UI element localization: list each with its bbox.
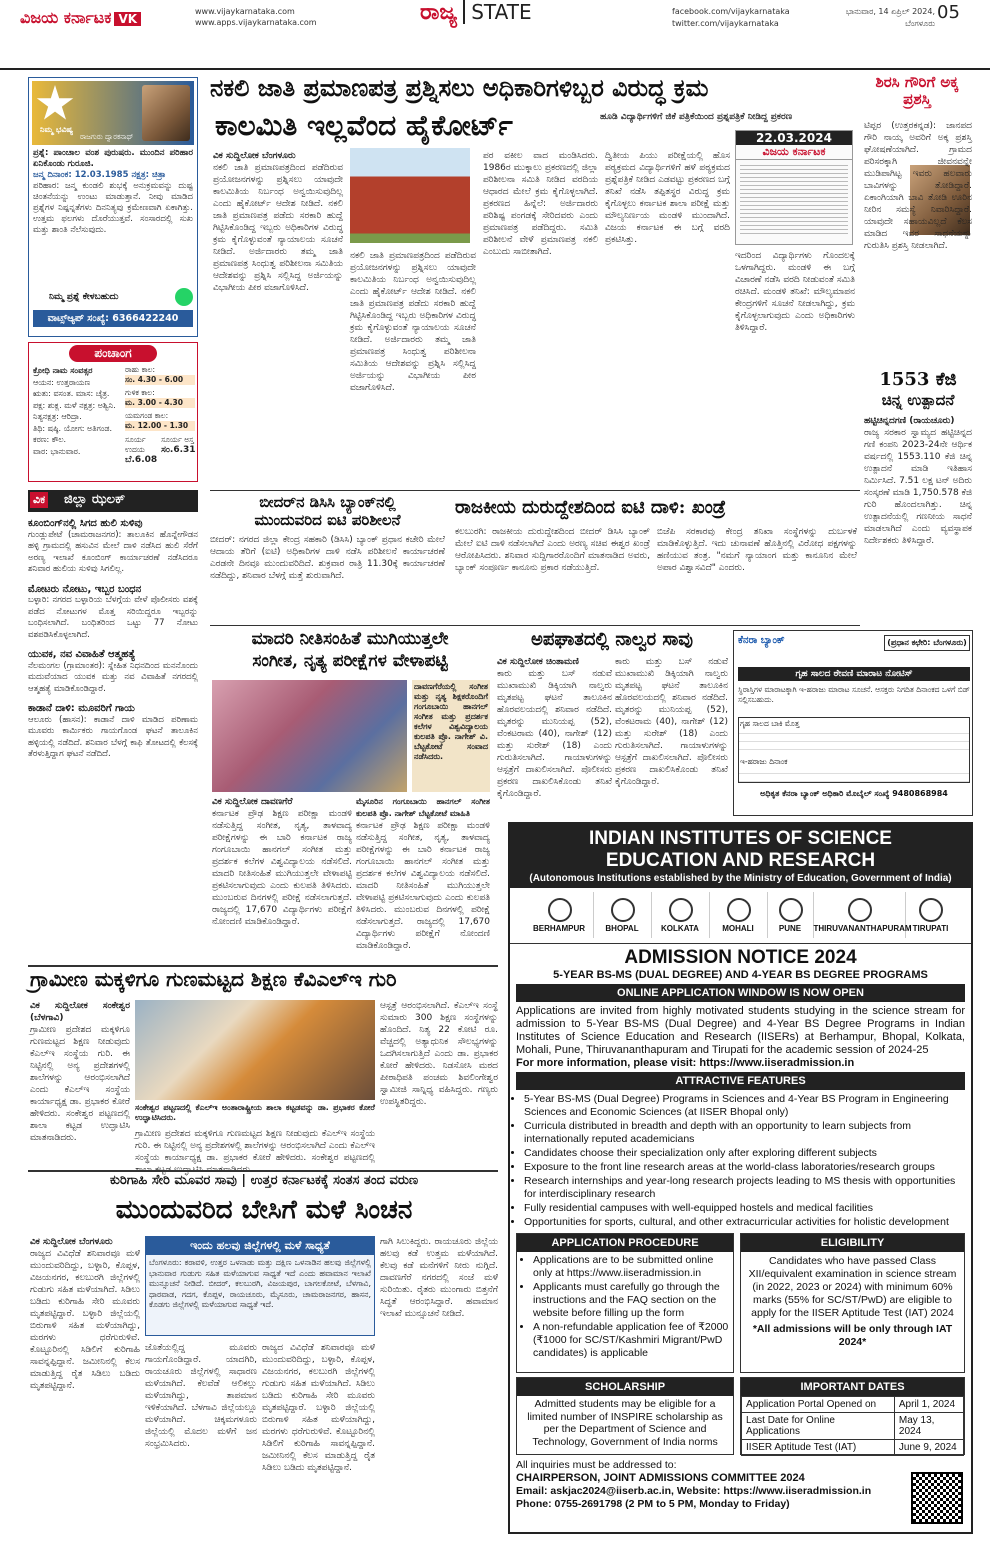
admission-notice: ADMISSION NOTICE 2024 — [624, 947, 857, 968]
campus-logo: PUNE — [768, 892, 814, 938]
procedure-box — [516, 1233, 734, 1373]
eligibility-box — [740, 1233, 965, 1373]
gulika-label: ಗುಳಿಕ ಕಾಲ: — [125, 388, 155, 397]
social-links — [672, 6, 790, 30]
horoscope-header — [32, 81, 194, 145]
district-item-headline: ಮೋಟರು ನೋಟು, ಇಬ್ಬರ ಬಂಧನ — [28, 583, 142, 595]
district-item-body: ಗುಂಡ್ಲುಪೇಟೆ (ಚಾಮರಾಜನಗರ): ತಾಲೂಕಿನ ಹೊನ್ನೇಗೌಡನ ಹಳ್ಳಿ ಗ್ರಾಮದಲ್ಲಿ ಹಸುವಿನ ಮೇಲೆ ದಾಳಿ ನಡೆಸಿದ ಹುಲಿ ಸೆರೆಗೆ ಅರಣ್ಯ ಇಲಾಖೆ ಕೂಂಬಿಂಗ್ ಕಾರ್ಯಾಚರಣೆ ನಡೆಸಿದರೂ ಶನಿವಾರ ಹುಲಿಯ ಸುಳಿವು ಸಿಗಲಿಲ್ಲ. — [28, 529, 198, 574]
feature-item: • Fully residential campuses with well-equipped hostels and medical facilities — [524, 1202, 965, 1215]
website-link[interactable]: www.vijaykarnataka.com — [195, 7, 295, 16]
exam-headline-1: ಮಾದರಿ ನೀತಿಸಂಹಿತೆ ಮುಗಿಯುತ್ತಲೇ — [251, 629, 449, 649]
scholarship-title: SCHOLARSHIP — [517, 1378, 733, 1396]
canara-notice — [733, 630, 973, 816]
notice-row: ಗೃಹ ಸಾಲದ ಬಾಕಿ ಮೊತ್ತ — [739, 718, 969, 730]
eligibility-note: *All admissions will be only through IAT 2024* — [752, 1323, 953, 1348]
feature-item: • Exposure to the front line research areas at the world-class laboratories/research groups — [524, 1161, 965, 1174]
feature-item: • Opportunities for sports, cultural, and other extracurricular activities for holistic development — [524, 1216, 965, 1229]
district-title: ಜಿಲ್ಲಾ ಝಲಕ್ — [64, 492, 126, 507]
bank-logo: ಕೆನರಾ ಬ್ಯಾಂಕ್ — [738, 635, 785, 646]
rahu-label: ರಾಹು ಕಾಲ: — [125, 365, 155, 374]
notice-office: (ಪ್ರಧಾನ ಕಛೇರಿ: ಬೆಂಗಳೂರು) — [884, 635, 970, 651]
district-item-body: ಆಲೂರು (ಹಾಸನ): ಕಾಡಾನೆ ದಾಳಿ ಮಾಡಿದ ಪರಿಣಾಮ ಮೂವರು ಕಾರ್ಮಿಕರು ಗಾಯಗೊಂಡ ಘಟನೆ ತಾಲೂಕಿನ ಹಳ್ಳಿಯಲ್ಲಿ ನಡೆದಿದೆ. ಶನಿವಾರ ಬೆಳಗ್ಗೆ ಕಾಫಿ ತೋಟದಲ್ಲಿ ಕೆಲಸಕ್ಕೆ ತೆರಳುತ್ತಿದ್ದಾಗ ಘಟನೆ ನಡೆದಿದೆ. — [28, 714, 198, 759]
inquiries-phone: Phone: 0755-2691798 (2 PM to 5 PM, Monday to Friday) — [516, 1498, 790, 1510]
district-item — [28, 518, 198, 576]
lead-kicker: ಹೂಡಿ ವಿದ್ಯಾರ್ಥಿಗಳಿಗೆ ಜಿಕೆ ಪತ್ರಿಕೆಯಿಂದ ಪ್ರಶ್ನಪತ್ರಿಕೆ ನೀಡಿದ್ದ ಪ್ರಕರಣ — [600, 112, 793, 122]
kvl-body-1: ಗ್ರಾಮೀಣ ಪ್ರದೇಶದ ಮಕ್ಕಳಿಗೂ ಗುಣಮಟ್ಟದ ಶಿಕ್ಷಣ ನೀಡುವುದು ಕೆಎಲ್‌ಇ ಸಂಸ್ಥೆಯ ಗುರಿ. ಈ ನಿಟ್ಟಿನಲ್ಲಿ ಅನ್ಯ ಪ್ರದೇಶಗಳಲ್ಲಿ ಶಾಲೆಗಳನ್ನು ಆರಂಭಿಸಲಾಗಿದೆ ಎಂದು ಕೆಎಲ್‌ಇ ಸಂಸ್ಥೆಯ ಕಾರ್ಯಾಧ್ಯಕ್ಷ ಡಾ. ಪ್ರಭಾಕರ ಕೋರೆ ಹೇಳಿದರು. ಸಂಕೇಶ್ವರ ಪಟ್ಟಣದಲ್ಲಿ ಶಾಲಾ ಕಟ್ಟಡ ಉದ್ಘಾಟಿಸಿ ಮಾತನಾಡಿದರು. — [30, 1025, 130, 1143]
panchanga-paksha: ಪಕ್ಷ: ಶುಕ್ಲ. ಮಳೆ ನಕ್ಷತ್ರ: ಅಶ್ವಿನಿ. — [33, 400, 116, 410]
gulika-time: ಮ. 3.00 - 4.30 — [125, 398, 195, 408]
twitter-link[interactable]: twitter.com/vijaykarnataka — [672, 19, 779, 28]
high-court-photo — [350, 148, 470, 243]
lead-body-3: ದ್ವಿತೀಯ ಪಿಯು ಪರೀಕ್ಷೆಯಲ್ಲಿ ಹೊಸ ಪಠ್ಯಕ್ರಮದ ವಿದ್ಯಾರ್ಥಿಗಳಿಗೆ ಹಳೆ ಪಠ್ಯಕ್ರಮದ ಪ್ರಶ್ನೆಪತ್ರಿಕೆ ನೀಡಿದ ಎಡವಟ್ಟು ಪ್ರಕರಣದ ಬಗ್ಗೆ ತನಿಖೆ ನಡೆಸಿ ತಪ್ಪಿತಸ್ಥರ ವಿರುದ್ಧ ಕ್ರಮ ಕೈಗೊಳ್ಳಲು ಕರ್ನಾಟಕ ಶಾಲಾ ಪರೀಕ್ಷೆ ಮತ್ತು ಮೌಲ್ಯನಿರ್ಣಯ ಮಂಡಳಿ ಮುಂದಾಗಿದೆ. ವಿಜಯ ಕರ್ನಾಟಕ ಈ ಬಗ್ಗೆ ವರದಿ ಪ್ರಕಟಿಸಿತ್ತು. — [605, 151, 730, 245]
scholarship-text: Admitted students may be eligible for a limited number of INSPIRE scholarship as per the Department of Science and Technology, Government of India norms — [527, 1398, 723, 1448]
campus-logo: TIRUPATI — [906, 892, 956, 938]
district-item — [28, 584, 198, 642]
procedure-item: • Applicants must carefully go through the instructions and the FAQ section on the website before filling up the form — [533, 1281, 729, 1320]
kvl-byline: ವಿಕ ಸುದ್ದಿಲೋಕ ಸಂಕೇಶ್ವರ (ಬೆಳಗಾವಿ) — [30, 1001, 130, 1023]
accident-byline: ವಿಕ ಸುದ್ದಿಲೋಕ ಚಿಂತಾಮಣಿ — [497, 657, 579, 667]
kvl-body-1b: ಗ್ರಾಮೀಣ ಪ್ರದೇಶದ ಮಕ್ಕಳಿಗೂ ಗುಣಮಟ್ಟದ ಶಿಕ್ಷಣ ನೀಡುವುದು ಕೆಎಲ್‌ಇ ಸಂಸ್ಥೆಯ ಗುರಿ. ಈ ನಿಟ್ಟಿನಲ್ಲಿ ಅನ್ಯ ಪ್ರದೇಶಗಳಲ್ಲಿ ಶಾಲೆಗಳನ್ನು ಆರಂಭಿಸಲಾಗಿದೆ ಎಂದು ಕೆಎಲ್‌ಇ ಸಂಸ್ಥೆಯ ಕಾರ್ಯಾಧ್ಯಕ್ಷ ಡಾ. ಪ್ರಭಾಕರ ಕೋರೆ ಹೇಳಿದರು. ಸಂಕೇಶ್ವರ ಪಟ್ಟಣದಲ್ಲಿ ಶಾಲಾ ಕಟ್ಟಡ ಉದ್ಘಾಟಿಸಿ ಮಾತನಾಡಿದರು. — [135, 1129, 375, 1175]
website-links — [195, 6, 317, 28]
horoscope-birth: ಜನ್ಮ ದಿನಾಂಕ: 12.03.1985 ನಕ್ಷತ್ರ: ಚಿತ್ರಾ — [33, 170, 166, 180]
bidar-body: ಬೀದರ್: ನಗರದ ಜಿಲ್ಲಾ ಕೇಂದ್ರ ಸಹಕಾರಿ (ಡಿಸಿಸಿ) ಬ್ಯಾಂಕ್ ಪ್ರಧಾನ ಕಚೇರಿ ಮೇಲೆ ಆದಾಯ ತೆರಿಗೆ (ಐಟಿ) ಅಧಿಕಾರಿಗಳ ದಾಳಿ ನಡೆಸಿ ಪರಿಶೀಲನೆ ಕಾರ್ಯಾಚರಣೆ ಎರಡನೇ ದಿನವೂ ಮುಂದುವರಿದಿದೆ. ಶುಕ್ರವಾರ ರಾತ್ರಿ 11.30ಕ್ಕೆ ಕಾರ್ಯಾಚರಣೆ ನಡೆದಿದ್ದು, ಶನಿವಾರ ಬೆಳಗ್ಗೆ ಮತ್ತೆ ಶುರುವಾಗಿದೆ. — [210, 535, 445, 581]
eligibility-text: Candidates who have passed Class XII/equivalent examination in science stream (in 2022, 2023 or 2024) with minimum 60% marks (55% for SC/ST/PwD) are eligible to apply for the IISER Aptitude Test (IAT) 2024 — [748, 1255, 957, 1319]
iiser-ad — [508, 822, 973, 1534]
accident-body: ಕಾರು ಮತ್ತು ಬಸ್ ನಡುವೆ ಮುಖಾಮುಖಿ ಡಿಕ್ಕಿಯಾಗಿ ನಾಲ್ವರು ಮೃತಪಟ್ಟ ಘಟನೆ ತಾಲೂಕಿನ ಹೊರವಲಯದಲ್ಲಿ ಶನಿವಾರ ನಡೆದಿದೆ. ಮೃತರನ್ನು ಮುನಿಯಪ್ಪ (52), ವೆಂಕಟರಾಮ (40), ನಾಗೇಶ್ (12) ಮತ್ತು ಸುರೇಶ್ (18) ಎಂದು ಗುರುತಿಸಲಾಗಿದೆ. ಗಾಯಾಳುಗಳನ್ನು ಆಸ್ಪತ್ರೆಗೆ ದಾಖಲಿಸಲಾಗಿದೆ. ಪೊಲೀಸರು ಪ್ರಕರಣ ದಾಖಲಿಸಿಕೊಂಡು ತನಿಖೆ ಕೈಗೊಂಡಿದ್ದಾರೆ. — [497, 669, 612, 799]
campus-logo: KOLKATA — [652, 892, 710, 938]
procedure-title: APPLICATION PROCEDURE — [517, 1234, 733, 1252]
sunrise-label: ಸೂರ್ಯ ಉದಯ — [125, 435, 146, 454]
district-item-body: ನೆಲಮಂಗಲ (ಗ್ರಾಮಾಂತರ): ಸ್ನೇಹಿತ ನಿಧನದಿಂದ ಮನನೊಂದು ಮದುವೆಯಾದ ಯುವಕ ಮತ್ತು ನವ ವಿವಾಹಿತೆ ನಗರದಲ್ಲಿ ಆತ್ಮಹತ್ಯೆ ಮಾಡಿಕೊಂಡಿದ್ದಾರೆ. — [28, 660, 198, 694]
yama-label: ಯಮಗಂಡ ಕಾಲ: — [125, 411, 169, 420]
gold-byline: ಹಟ್ಟಿಚಿನ್ನದಗಣಿ (ರಾಯಚೂರು) — [864, 416, 955, 426]
panchanga-title: ಪಂಚಾಂಗ — [69, 345, 157, 362]
kvl-photo — [135, 1000, 375, 1100]
window-open-bar: ONLINE APPLICATION WINDOW IS NOW OPEN — [516, 984, 965, 1002]
features-bar: ATTRACTIVE FEATURES — [516, 1072, 965, 1090]
exam-photo — [212, 680, 407, 792]
procedure-item: • A non-refundable application fee of ₹2000 (₹1000 for SC/ST/Kashmiri Migrant/PwD candidates) is applicable — [533, 1321, 729, 1360]
rain-byline: ವಿಕ ಸುದ್ದಿಲೋಕ ಬೆಂಗಳೂರು — [30, 1237, 113, 1247]
district-item-headline: ಯುವಕ, ನವ ವಿವಾಹಿತೆ ಆತ್ಮಹತ್ಯೆ — [28, 649, 136, 660]
accident-body-2: ಕಾರು ಮತ್ತು ಬಸ್ ನಡುವೆ ಮುಖಾಮುಖಿ ಡಿಕ್ಕಿಯಾಗಿ ನಾಲ್ವರು ಮೃತಪಟ್ಟ ಘಟನೆ ತಾಲೂಕಿನ ಹೊರವಲಯದಲ್ಲಿ ಶನಿವಾರ ನಡೆದಿದೆ. ಮೃತರನ್ನು ಮುನಿಯಪ್ಪ (52), ವೆಂಕಟರಾಮ (40), ನಾಗೇಶ್ (12) ಮತ್ತು ಸುರೇಶ್ (18) ಎಂದು ಗುರುತಿಸಲಾಗಿದೆ. ಗಾಯಾಳುಗಳನ್ನು ಆಸ್ಪತ್ರೆಗೆ ದಾಖಲಿಸಲಾಗಿದೆ. ಪೊಲೀಸರು ಪ್ರಕರಣ ದಾಖಲಿಸಿಕೊಂಡು ತನಿಖೆ ಕೈಗೊಂಡಿದ್ದಾರೆ. — [615, 657, 728, 787]
exam-byline: ವಿಕ ಸುದ್ದಿಲೋಕ ದಾವಣಗೆರೆ — [212, 797, 293, 807]
rain-kicker: ಕುರಿಗಾಹಿ ಸೇರಿ ಮೂವರ ಸಾವು | ಉತ್ತರ ಕರ್ನಾಟಕಕ್ಕೆ ಸಂತಸ ತಂದ ವರುಣ — [109, 1173, 419, 1188]
district-item-headline: ಕೂಂಬಿಂಗ್‌ನಲ್ಲಿ ಸಿಗದ ಹುಲಿ ಸುಳಿವು — [28, 518, 143, 529]
notice-row: ಇ-ಹರಾಜು ದಿನಾಂಕ — [739, 756, 969, 768]
panchanga-box — [28, 342, 198, 482]
panchanga-vara: ವಾರ: ಭಾನುವಾರ. — [33, 446, 81, 456]
horoscope-contact: ನಿಮ್ಮ ಪ್ರಶ್ನೆ ಕೇಳಬಹುದು — [49, 292, 119, 302]
inquiries-address: CHAIRPERSON, JOINT ADMISSIONS COMMITTEE 2024 — [516, 1472, 805, 1484]
features-list — [510, 1093, 971, 1229]
horoscope-question: ಪ್ರಶ್ನೆ: ಪಾಂಚಾಲ ವಂಶ ಪುರುಷರು. ಮುಂದಿನ ಪರಿಹಾರ ಏನಿಕೊಂಡು ಗುರೂಜಿ. — [33, 148, 193, 169]
lead-body-1: ನಕಲಿ ಜಾತಿ ಪ್ರಮಾಣಪತ್ರದಿಂದ ಪಡೆದಿರುವ ಪ್ರಯೋಜನಗಳನ್ನು ಪ್ರಶ್ನಿಸಲು ಯಾವುದೇ ಕಾಲಮಿತಿಯ ನಿರ್ಬಂಧ ಅನ್ವಯಿಸುವುದಿಲ್ಲ ಎಂದು ಹೈಕೋರ್ಟ್ ಆದೇಶ ನೀಡಿದೆ. ನಕಲಿ ಜಾತಿ ಪ್ರಮಾಣಪತ್ರ ಪಡೆದು ಸರಕಾರಿ ಹುದ್ದೆ ಗಿಟ್ಟಿಸಿಕೊಂಡಿದ್ದ ಇಬ್ಬರು ಅಧಿಕಾರಿಗಳ ವಿರುದ್ಧ ಕ್ರಮ ಕೈಗೊಳ್ಳುವಂತೆ ನ್ಯಾಯಾಲಯ ಸೂಚನೆ ನೀಡಿದೆ. ಅರ್ಜಿದಾರರು ತಮ್ಮ ಜಾತಿ ಪ್ರಮಾಣಪತ್ರ ಸಿಂಧುತ್ವ ಪರಿಶೀಲನಾ ಸಮಿತಿಯ ಆದೇಶವನ್ನು ಪ್ರಶ್ನಿಸಿ ಸಲ್ಲಿಸಿದ್ದ ಅರ್ಜಿಯನ್ನು ವಿಭಾಗೀಯ ಪೀಠ ವಜಾಗೊಳಿಸಿದೆ. — [213, 163, 343, 293]
iiser-title-1: INDIAN INSTITUTES OF SCIENCE — [589, 828, 892, 849]
iiser-logos — [510, 888, 971, 944]
dates-title: IMPORTANT DATES — [741, 1378, 964, 1396]
notice-contact: ಅಧಿಕೃತ ಕೆನರಾ ಬ್ಯಾಂಕ್ ಅಧಿಕಾರಿ ಮೊಬೈಲ್ ಸಂಖ್ಯೆ 9480868984 — [760, 789, 948, 798]
iiser-title-2: EDUCATION AND RESEARCH — [605, 850, 876, 871]
rain-box-body: ಬೆಂಗಳೂರು: ಕರಾವಳಿ, ಉತ್ತರ ಒಳನಾಡು ಮತ್ತು ದಕ್ಷಿಣ ಒಳನಾಡಿನ ಹಲವು ಜಿಲ್ಲೆಗಳಲ್ಲಿ ಭಾನುವಾರ ಗುಡುಗು ಸಹಿತ ಮಳೆಯಾಗುವ ಸಾಧ್ಯತೆ ಇದೆ ಎಂದು ಹವಾಮಾನ ಇಲಾಖೆ ಮುನ್ಸೂಚನೆ ನೀಡಿದೆ. ಬೀದರ್, ಕಲಬುರಗಿ, ವಿಜಯಪುರ, ಬಾಗಲಕೋಟೆ, ಬೆಳಗಾವಿ, ಧಾರವಾಡ, ಗದಗ, ಕೊಪ್ಪಳ, ರಾಯಚೂರು, ಮೈಸೂರು, ಚಾಮರಾಜನಗರ, ಹಾಸನ, ಕೊಡಗು ಜಿಲ್ಲೆಗಳಲ್ಲಿ ಮಳೆಯಾಗುವ ಸಾಧ್ಯತೆ ಇದೆ. — [149, 1258, 371, 1309]
rain-body-3: ಗಾಗಿ ಸಿಲುಕಿದ್ದರು. ರಾಯಚೂರು ಜಿಲ್ಲೆಯ ಹಲವು ಕಡೆ ಉತ್ತಮ ಮಳೆಯಾಗಿದೆ. ಕೆಲವು ಕಡೆ ಮನೆಗಳಿಗೆ ನೀರು ನುಗ್ಗಿದೆ. ದಾವಣಗೆರೆ ನಗರದಲ್ಲಿ ಸಂಜೆ ಮಳೆ ಸುರಿಯಿತು. ರೈತರು ಮುಂಗಾರು ಬಿತ್ತನೆಗೆ ಸಿದ್ಧತೆ ಆರಂಭಿಸಿದ್ದಾರೆ. ಹವಾಮಾನ ಇಲಾಖೆ ಮುನ್ಸೂಚನೆ ನೀಡಿದೆ. — [380, 1237, 498, 1319]
programs-line: 5-YEAR BS-MS (DUAL DEGREE) AND 4-YEAR BS DEGREE PROGRAMS — [553, 969, 928, 981]
iiser-subtitle: (Autonomous Institutions established by the Ministry of Education, Government of India) — [529, 873, 952, 884]
campus-logo: BERHAMPUR — [526, 892, 594, 938]
district-item-body: ಬಳ್ಳಾರಿ: ನಗರದ ಬಳ್ಳಾರಿಯ ಬೆಳಗ್ಗೆಯ ವೇಳೆ ಪೊಲೀಸರು ವಶಕ್ಕೆ ಪಡೆದ ನೋಟುಗಳ ಮೊತ್ತ ಸರಿಯಿದ್ದರೂ ಇಬ್ಬರನ್ನು ಬಂಧಿಸಲಾಗಿದೆ. ಬಂಧಿತರಿಂದ ಒಟ್ಟು 77 ನೋಟು ವಶಪಡಿಸಿಕೊಳ್ಳಲಾಗಿದೆ. — [28, 595, 198, 640]
khandre-body-1: ಕಲಬುರಗಿ: ರಾಜಕೀಯ ದುರುದ್ದೇಶದಿಂದ ಬೀದರ್ ಡಿಸಿಸಿ ಬ್ಯಾಂಕ್ ಮೇಲೆ ಐಟಿ ದಾಳಿ ನಡೆಸಲಾಗಿದೆ ಎಂದು ಅರಣ್ಯ ಸಚಿವ ಈಶ್ವರ ಖಂಡ್ರೆ ಆರೋಪಿಸಿದರು. ಶನಿವಾರ ಸುದ್ದಿಗಾರರೊಂದಿಗೆ ಮಾತನಾಡಿದ ಅವರು, ಬ್ಯಾಂಕ್ ಸಂಪೂರ್ಣ ಕಾನೂನು ಪ್ರಕಾರ ನಡೆಯುತ್ತಿದೆ. — [455, 527, 650, 573]
page-number: 05 — [937, 2, 960, 23]
scholarship-box — [516, 1377, 734, 1455]
bidar-headline-1: ಬೀದರ್‌ನ ಡಿಸಿಸಿ ಬ್ಯಾಂಕ್‌ನಲ್ಲಿ — [259, 493, 396, 511]
gold-body: ರಾಜ್ಯ ಸರಕಾರ ಸ್ವಾಮ್ಯದ ಹಟ್ಟಿಚಿನ್ನದ ಗಣಿ ಕಂಪನಿ 2023-24ನೇ ಆರ್ಥಿಕ ವರ್ಷದಲ್ಲಿ 1553.110 ಕೆಜಿ ಚಿನ್ನ ಉತ್ಪಾದನೆ ಮಾಡಿ ಇತಿಹಾಸ ನಿರ್ಮಿಸಿದೆ. 7.51 ಲಕ್ಷ ಟನ್ ಅದಿರು ಸಂಸ್ಕರಣೆ ಮಾಡಿ 1,750.578 ಕೆಜಿ ಗುರಿ ಹೊಂದಲಾಗಿತ್ತು. ಚಿನ್ನ ಉತ್ಪಾದನೆಯಲ್ಲಿ ಗಣನೀಯ ಸಾಧನೆ ಮಾಡಲಾಗಿದೆ ಎಂದು ವ್ಯವಸ್ಥಾಪಕ ನಿರ್ದೇಶಕರು ತಿಳಿಸಿದ್ದಾರೆ. — [864, 428, 972, 546]
campus-logo: THIRUVANANTHAPURAM — [814, 892, 906, 938]
rain-body-2b: ರಾಜ್ಯದ ವಿವಿಧೆಡೆ ಶನಿವಾರವೂ ಮಳೆ ಮುಂದುವರಿದಿದ್ದು, ಬಳ್ಳಾರಿ, ಕೊಪ್ಪಳ, ವಿಜಯನಗರ, ಕಲಬುರಗಿ ಜಿಲ್ಲೆಗಳಲ್ಲಿ ಗುಡುಗು ಸಹಿತ ಮಳೆಯಾಗಿದೆ. ಸಿಡಿಲು ಬಡಿದು ಕುರಿಗಾಹಿ ಸೇರಿ ಮೂವರು ಮೃತಪಟ್ಟಿದ್ದಾರೆ. ಬಳ್ಳಾರಿ ಜಿಲ್ಲೆಯಲ್ಲಿ ಬಿರುಗಾಳಿ ಸಹಿತ ಮಳೆಯಾಗಿದ್ದು, ಮರಗಳು ಧರೆಗುರುಳಿವೆ. ಕೊಟ್ಟೂರಿನಲ್ಲಿ ಸಿಡಿಲಿಗೆ ಕುರಿಗಾಹಿ ಸಾವನ್ನಪ್ಪಿದ್ದಾನೆ. ಜಮೀನಿನಲ್ಲಿ ಕೆಲಸ ಮಾಡುತ್ತಿದ್ದ ರೈತ ಸಿಡಿಲು ಬಡಿದು ಮೃತಪಟ್ಟಿದ್ದಾನೆ. — [262, 1343, 375, 1473]
yama-time: ಮ. 12.00 - 1.30 — [125, 421, 195, 431]
notice-body: ಸ್ಥಿರಾಸ್ತಿಗಳ ಮಾರಾಟಕ್ಕಾಗಿ ಇ-ಹರಾಜು ಮಾರಾಟ ಸೂಚನೆ. ಆಸಕ್ತರು ನಿಗದಿತ ದಿನಾಂಕದ ಒಳಗೆ ಬಿಡ್ ಸಲ್ಲಿಸಬಹುದು. — [738, 685, 970, 704]
kvl-headline: ಗ್ರಾಮೀಣ ಮಕ್ಕಳಿಗೂ ಗುಣಮಟ್ಟದ ಶಿಕ್ಷಣ ಕೆವಿಎಲ್‌ಇ ಗುರಿ — [30, 967, 397, 991]
inquiries-label: All inquiries must be addressed to: — [516, 1459, 677, 1471]
horoscope-title: ನಿಮ್ಮ ಭವಿಷ್ಯ — [40, 125, 74, 134]
lead-headline-1: ನಕಲಿ ಜಾತಿ ಪ್ರಮಾಣಪತ್ರ ಪ್ರಶ್ನಿಸಲು ಅಧಿಕಾರಿಗಳಿಬ್ಬರ ವಿರುದ್ಧ ಕ್ರಮ — [210, 73, 709, 102]
date-row: Last Date for Online Applications May 13, 2024 — [742, 1413, 964, 1440]
khandre-body-2: ಬಿಜೆಪಿ ಸರಕಾರವು ಕೇಂದ್ರ ತನಿಖಾ ಸಂಸ್ಥೆಗಳನ್ನು ದುರ್ಬಳಕೆ ಮಾಡಿಕೊಳ್ಳುತ್ತಿದೆ. ಇದು ಚುನಾವಣೆ ಹೊತ್ತಿನಲ್ಲಿ ವಿರೋಧ ಪಕ್ಷಗಳನ್ನು ಹಣಿಯುವ ತಂತ್ರ. "ನಮಗೆ ನ್ಯಾಯಾಂಗ ಮತ್ತು ಕಾನೂನಿನ ಮೇಲೆ ಅಪಾರ ವಿಶ್ವಾಸವಿದೆ" ಎಂದರು. — [657, 527, 857, 573]
feature-item: • Research internships and year-long research projects leading to MS thesis with opportunities for interdisciplinary research — [524, 1175, 965, 1201]
lead-byline: ವಿಕ ಸುದ್ದಿಲೋಕ ಬೆಂಗಳೂರು — [213, 151, 296, 161]
district-badge: ವಿಕ — [30, 492, 48, 508]
section-title: ರಾಜ್ಯ STATE — [420, 0, 532, 25]
kvl-caption: ಸಂಕೇಶ್ವರ ಪಟ್ಟಣದಲ್ಲಿ ಕೆಎಲ್‌ಇ ಅಂತಾರಾಷ್ಟ್ರೀಯ ಶಾಲಾ ಕಟ್ಟಡವನ್ನು ಡಾ. ಪ್ರಭಾಕರ ಕೋರೆ ಉದ್ಘಾಟಿಸಿದರು. — [135, 1103, 375, 1122]
district-item — [28, 649, 198, 695]
district-item-headline: ಕಾಡಾನೆ ದಾಳಿ: ಮೂವರಿಗೆ ಗಾಯ — [28, 703, 135, 714]
gold-headline-1: 1553 ಕೆಜಿ — [879, 369, 957, 390]
lead-headline-2: ಕಾಲಮಿತಿ ಇಲ್ಲವೆಂದ ಹೈಕೋರ್ಟ್ — [215, 109, 513, 142]
astrologer-photo — [142, 85, 190, 141]
whatsapp-icon — [175, 288, 193, 306]
iiser-intro: Applications are invited from highly motivated students studying in the science stream for admission to 5-Year BS-MS (Dual Degree) and 4-Year BS Degree Programs in Indian Institutes of Science Education and Research (IISERs) at Berhampur, Bhopal, Kolkata, Mohali, Pune, Thiruvananthapuram and Tirupati for the academic session of 2024-25 — [516, 1005, 965, 1056]
panchanga-ritu: ಋತು: ವಸಂತ. ಮಾಸ: ಚೈತ್ರ. — [33, 389, 110, 398]
campus-logo: BHOPAL — [594, 892, 652, 938]
feature-item: • 5-Year BS-MS (Dual Degree) Programs in Sciences and 4-Year BS Program in Engineering Sciences and Economic Sciences (at IISER Bhopal only) — [524, 1093, 965, 1119]
district-item — [28, 703, 198, 761]
lead-body-4: ಇದರಿಂದ ವಿದ್ಯಾರ್ಥಿಗಳು ಗೊಂದಲಕ್ಕೆ ಒಳಗಾಗಿದ್ದರು. ಮಂಡಳಿ ಈ ಬಗ್ಗೆ ವಿಚಾರಣೆ ನಡೆಸಿ ವರದಿ ನೀಡುವಂತೆ ಸಮಿತಿ ರಚಿಸಿದೆ. ಮಂಡಳಿ ತನಿಖೆ: ಮೌಲ್ಯಮಾಪನ ಕೇಂದ್ರಗಳಿಗೆ ಸೂಚನೆ ನೀಡಲಾಗಿದ್ದು, ಕ್ರಮ ಕೈಗೊಳ್ಳಲಾಗುವುದು ಎಂದು ಅಧಿಕಾರಿಗಳು ತಿಳಿಸಿದ್ದಾರೆ. — [735, 251, 855, 333]
panchanga-ayana: ಆಯನ: ಉತ್ತರಾಯಣ — [33, 377, 91, 387]
newspaper-logo: ವಿಜಯ ಕರ್ನಾಟಕ VK — [20, 8, 190, 30]
rain-body-2: ಜೊತೆಯಲ್ಲಿದ್ದ ಮೂವರು ಗಾಯಗೊಂಡಿದ್ದಾರೆ. ಯಾದಗಿರಿ, ರಾಯಚೂರು ಜಿಲ್ಲೆಗಳಲ್ಲಿ ಸಾಧಾರಣ ಮಳೆಯಾಗಿದೆ. ಕೆಲವೆಡೆ ಆಲಿಕಲ್ಲು ಮಳೆಯಾಗಿದ್ದು, ತಾಪಮಾನ ಇಳಿಕೆಯಾಗಿದೆ. ಬೆಳಗಾವಿ ಜಿಲ್ಲೆಯಲ್ಲೂ ಮಳೆಯಾಗಿದೆ. ಚಿಕ್ಕಮಗಳೂರು ಜಿಲ್ಲೆಯಲ್ಲಿ ಮೊದಲ ಮಳೆಗೆ ಜನ ಸಂಭ್ರಮಿಸಿದರು. — [145, 1343, 257, 1449]
lead-body-1b: ನಕಲಿ ಜಾತಿ ಪ್ರಮಾಣಪತ್ರದಿಂದ ಪಡೆದಿರುವ ಪ್ರಯೋಜನಗಳನ್ನು ಪ್ರಶ್ನಿಸಲು ಯಾವುದೇ ಕಾಲಮಿತಿಯ ನಿರ್ಬಂಧ ಅನ್ವಯಿಸುವುದಿಲ್ಲ ಎಂದು ಹೈಕೋರ್ಟ್ ಆದೇಶ ನೀಡಿದೆ. ನಕಲಿ ಜಾತಿ ಪ್ರಮಾಣಪತ್ರ ಪಡೆದು ಸರಕಾರಿ ಹುದ್ದೆ ಗಿಟ್ಟಿಸಿಕೊಂಡಿದ್ದ ಇಬ್ಬರು ಅಧಿಕಾರಿಗಳ ವಿರುದ್ಧ ಕ್ರಮ ಕೈಗೊಳ್ಳುವಂತೆ ನ್ಯಾಯಾಲಯ ಸೂಚನೆ ನೀಡಿದೆ. ಅರ್ಜಿದಾರರು ತಮ್ಮ ಜಾತಿ ಪ್ರಮಾಣಪತ್ರ ಸಿಂಧುತ್ವ ಪರಿಶೀಲನಾ ಸಮಿತಿಯ ಆದೇಶವನ್ನು ಪ್ರಶ್ನಿಸಿ ಸಲ್ಲಿಸಿದ್ದ ಅರ್ಜಿಯನ್ನು ವಿಭಾಗೀಯ ಪೀಠ ವಜಾಗೊಳಿಸಿದೆ. — [350, 251, 476, 393]
date-row: Application Portal Opened on April 1, 2024 — [742, 1397, 964, 1413]
horoscope-answer: ಪರಿಹಾರ: ಜನ್ಮ ಕುಂಡಲಿ ಶುಭಕ್ಕೆ ಅನುಕ್ರಮವನ್ನು ದುಷ್ಟ ಚಿಂತನೆಯನ್ನು ಉಂಟು ಮಾಡುತ್ತಾನೆ. ನೀವು ಮಾಡಿದ ಪ್ರಶ್ನೆಗಳ ನಿಷ್ಪನ್ನತೆಗಳು ದಿನನಿತ್ಯವು ಕ್ರಮೇಣವಾಗಿ ಏಕಾಗಿತ್ತು. ಉತ್ತಮ ಫಲಗಳು ದೊರೆಯುತ್ತವೆ. ಸಂಸಾರದಲ್ಲಿ ಸುಖ ಮತ್ತು ಶಾಂತಿ ನೆಲೆಸುವುದು. — [33, 181, 193, 235]
notice-table — [738, 717, 970, 783]
eligibility-title: ELIGIBILITY — [741, 1234, 964, 1252]
feature-item: • Curricula distributed in breadth and depth with an opportunity to learn subjects from internationally reputed academicians — [524, 1120, 965, 1146]
facebook-link[interactable]: facebook.com/vijaykarnataka — [672, 7, 790, 16]
clip-date: 22.03.2024 — [736, 131, 852, 145]
dateline: ಭಾನುವಾರ, 14 ಏಪ್ರಿಲ್ 2024, ಬೆಂಗಳೂರು — [845, 7, 935, 28]
sunset-time: ಸಂ.6.31 — [161, 445, 196, 455]
newspaper-clip — [735, 130, 853, 245]
astrologer-name: ರಾಜಗುರು ದ್ವಾರಕನಾಥ್ — [80, 133, 134, 141]
inquiries-email[interactable]: Email: askjac2024@iiserb.ac.in, Website: https://www.iiseradmission.in — [516, 1485, 872, 1497]
sirsi-body: ಟಿಪ್ಪರ (ಉತ್ತರಕನ್ನಡ): ಜಾನಪದ ಗೌರಿ ನಾಯ್ಕ ಅವರಿಗೆ ಅಕ್ಕ ಪ್ರಶಸ್ತಿ ಘೋಷಣೆಯಾಗಿದೆ. ಗ್ರಾಮದ ಪರಿಸರಕ್ಕಾಗಿ ಜೀವನವನ್ನೇ ಮುಡಿಪಾಗಿಟ್ಟ ಇವರು ಹಲವಾರು ಬಾವಿಗಳನ್ನು ತೋಡಿದ್ದಾರೆ. ಏಕಾಂಗಿಯಾಗಿ ಬಾವಿ ತೋಡಿ ಊರಿನ ನೀರಿನ ಸಮಸ್ಯೆ ನಿವಾರಿಸಿದ್ದಾರೆ. ಯಾವುದೇ ಸಹಾಯವಿಲ್ಲದೆ ಕೆಲಸ ಮಾಡಿದ ಇವರ ಸಾಧನೆಯನ್ನು ಗುರುತಿಸಿ ಪ್ರಶಸ್ತಿ ನೀಡಲಾಗಿದೆ. — [864, 121, 972, 251]
iiser-info[interactable]: For more information, please visit: https://www.iiseradmission.in — [516, 1057, 855, 1069]
exam-caption: ದಾವಣಗೆರೆಯಲ್ಲಿ ಸಂಗೀತ ಮತ್ತು ನೃತ್ಯ ಶಿಕ್ಷಕರೊಂದಿಗೆ ಗಂಗೂಬಾಯಿ ಹಾನಗಲ್ ಸಂಗೀತ ಮತ್ತು ಪ್ರದರ್ಶಕ ಕಲೆಗಳ ವಿಶ್ವವಿದ್ಯಾಲಯ ಕುಲಪತಿ ಪ್ರೊ. ನಾಗೇಶ್ ವಿ. ಬೆಟ್ಟಕೋಟೆ ಸಂವಾದ ನಡೆಸಿದರು. — [412, 680, 490, 792]
whatsapp-number[interactable]: ವಾಟ್ಸ್ಆ್ಯಪ್ ಸಂಖ್ಯೆ: 6366422240 — [33, 310, 193, 327]
lead-body-2: ಪರ ವಕೀಲ ವಾದ ಮಂಡಿಸಿದರು. 1986ರ ಮುಕ್ಕಾಲು ಪ್ರಕರಣದಲ್ಲಿ ಜಿಲ್ಲಾ ಪರಿಶೀಲನಾ ಸಮಿತಿ ನೀಡಿದ ವರದಿಯ ಆಧಾರದ ಮೇಲೆ ಕ್ರಮ ಕೈಗೊಳ್ಳಲಾಗಿದೆ. ಪ್ರಕರಣದ ಹಿನ್ನೆಲೆ: ಅರ್ಜಿದಾರರು ಪರಿಶಿಷ್ಟ ಪಂಗಡಕ್ಕೆ ಸೇರಿದವರು ಎಂದು ಪ್ರಮಾಣಪತ್ರ ಪಡೆದಿದ್ದರು. ಸಮಿತಿ ಪರಿಶೀಲನೆ ವೇಳೆ ಪ್ರಮಾಣಪತ್ರ ನಕಲಿ ಎಂಬುದು ಸಾಬೀತಾಗಿದೆ. — [483, 151, 598, 257]
panchanga-nakshatra: ನಿತ್ಯನಕ್ಷತ್ರ: ಆರಿದ್ರಾ. — [33, 412, 82, 421]
khandre-headline: ರಾಜಕೀಯ ದುರುದ್ದೇಶದಿಂದ ಐಟಿ ದಾಳಿ: ಖಂಡ್ರೆ — [455, 497, 726, 518]
exam-body: ಕರ್ನಾಟಕ ಪ್ರೌಢ ಶಿಕ್ಷಣ ಪರೀಕ್ಷಾ ಮಂಡಳಿ ನಡೆಸುತ್ತಿದ್ದ ಸಂಗೀತ, ನೃತ್ಯ, ತಾಳವಾದ್ಯ ಪರೀಕ್ಷೆಗಳನ್ನು ಈ ಬಾರಿ ಕರ್ನಾಟಕ ರಾಜ್ಯ ಗಂಗೂಬಾಯಿ ಹಾನಗಲ್ ಸಂಗೀತ ಮತ್ತು ಪ್ರದರ್ಶಕ ಕಲೆಗಳ ವಿಶ್ವವಿದ್ಯಾಲಯ ನಡೆಸಲಿದೆ. ಮಾದರಿ ನೀತಿಸಂಹಿತೆ ಮುಗಿಯುತ್ತಲೇ ವೇಳಾಪಟ್ಟಿ ಪ್ರಕಟಿಸಲಾಗುವುದು ಎಂದು ಕುಲಪತಿ ತಿಳಿಸಿದರು. ಮುಂಬರುವ ದಿನಗಳಲ್ಲಿ ಪರೀಕ್ಷೆ ನಡೆಸಲಾಗುತ್ತದೆ. ರಾಜ್ಯದಲ್ಲಿ 17,670 ವಿದ್ಯಾರ್ಥಿಗಳು ಪರೀಕ್ಷೆಗೆ ನೋಂದಣಿ ಮಾಡಿಕೊಂಡಿದ್ದಾರೆ. — [212, 809, 352, 927]
dates-box — [740, 1377, 965, 1455]
qr-code-icon[interactable] — [911, 1472, 963, 1524]
campus-logo: MOHALI — [710, 892, 768, 938]
feature-item: • Candidates choose their specialization only after exploring different subjects — [524, 1147, 965, 1160]
sirsi-headline: ಶಿರಸಿ ಗೌರಿಗೆ ಅಕ್ಕ ಪ್ರಶಸ್ತಿ — [875, 73, 959, 109]
accident-headline: ಅಪಘಾತದಲ್ಲಿ ನಾಲ್ವರ ಸಾವು — [531, 629, 693, 650]
procedure-item: • Applications are to be submitted online only at https://www.iiseradmission.in — [533, 1254, 729, 1280]
panchanga-samvatsara: ಕ್ರೋಧಿ ನಾಮ ಸಂವತ್ಸರ — [33, 366, 93, 375]
sunrise-time: ಬೆ.6.08 — [125, 455, 158, 465]
sunset-label: ಸೂರ್ಯ ಅಸ್ತ — [161, 435, 194, 444]
panchanga-karana: ಕರಣ: ಕೌಲ. — [33, 435, 67, 444]
horoscope-box — [28, 77, 198, 337]
exam-note: ಮೈಸೂರಿನ ಗಂಗೂಬಾಯಿ ಹಾನಗಲ್ ಸಂಗೀತ ಕುಲಪತಿ ಪ್ರೊ. ನಾಗೇಶ್ ಬೆಟ್ಟಕೋಟೆ ಮಾಹಿತಿ — [356, 797, 490, 818]
exam-headline-2: ಸಂಗೀತ, ನೃತ್ಯ ಪರೀಕ್ಷೆಗಳ ವೇಳಾಪಟ್ಟಿ — [252, 651, 448, 671]
rain-body-1: ರಾಜ್ಯದ ವಿವಿಧೆಡೆ ಶನಿವಾರವೂ ಮಳೆ ಮುಂದುವರಿದಿದ್ದು, ಬಳ್ಳಾರಿ, ಕೊಪ್ಪಳ, ವಿಜಯನಗರ, ಕಲಬುರಗಿ ಜಿಲ್ಲೆಗಳಲ್ಲಿ ಗುಡುಗು ಸಹಿತ ಮಳೆಯಾಗಿದೆ. ಸಿಡಿಲು ಬಡಿದು ಕುರಿಗಾಹಿ ಸೇರಿ ಮೂವರು ಮೃತಪಟ್ಟಿದ್ದಾರೆ. ಬಳ್ಳಾರಿ ಜಿಲ್ಲೆಯಲ್ಲಿ ಬಿರುಗಾಳಿ ಸಹಿತ ಮಳೆಯಾಗಿದ್ದು, ಮರಗಳು ಧರೆಗುರುಳಿವೆ. ಕೊಟ್ಟೂರಿನಲ್ಲಿ ಸಿಡಿಲಿಗೆ ಕುರಿಗಾಹಿ ಸಾವನ್ನಪ್ಪಿದ್ದಾನೆ. ಜಮೀನಿನಲ್ಲಿ ಕೆಲಸ ಮಾಡುತ್ತಿದ್ದ ರೈತ ಸಿಡಿಲು ಬಡಿದು ಮೃತಪಟ್ಟಿದ್ದಾನೆ. — [30, 1249, 140, 1391]
rain-box-title: ಇಂದು ಹಲವು ಜಿಲ್ಲೆಗಳಲ್ಲಿ ಮಳೆ ಸಾಧ್ಯತೆ — [146, 1237, 374, 1255]
rain-forecast-box — [145, 1236, 375, 1336]
rain-headline: ಮುಂದುವರಿದ ಬೇಸಿಗೆ ಮಳೆ ಸಿಂಚನ — [115, 1195, 413, 1225]
date-row: IISER Aptitude Test (IAT) June 9, 2024 — [742, 1440, 964, 1456]
dates-table — [741, 1396, 964, 1456]
notice-title: ಗೃಹ ಸಾಲದ ಠೇವಣಿ ಮಾರಾಟ ನೋಟಿಸ್ — [738, 667, 970, 681]
rahu-time: ಸಂ. 4.30 - 6.00 — [125, 375, 195, 385]
exam-body-cont: ಕರ್ನಾಟಕ ಪ್ರೌಢ ಶಿಕ್ಷಣ ಪರೀಕ್ಷಾ ಮಂಡಳಿ ನಡೆಸುತ್ತಿದ್ದ ಸಂಗೀತ, ನೃತ್ಯ, ತಾಳವಾದ್ಯ ಪರೀಕ್ಷೆಗಳನ್ನು ಈ ಬಾರಿ ಕರ್ನಾಟಕ ರಾಜ್ಯ ಗಂಗೂಬಾಯಿ ಹಾನಗಲ್ ಸಂಗೀತ ಮತ್ತು ಪ್ರದರ್ಶಕ ಕಲೆಗಳ ವಿಶ್ವವಿದ್ಯಾಲಯ ನಡೆಸಲಿದೆ. ಮಾದರಿ ನೀತಿಸಂಹಿತೆ ಮುಗಿಯುತ್ತಲೇ ವೇಳಾಪಟ್ಟಿ ಪ್ರಕಟಿಸಲಾಗುವುದು ಎಂದು ಕುಲಪತಿ ತಿಳಿಸಿದರು. ಮುಂಬರುವ ದಿನಗಳಲ್ಲಿ ಪರೀಕ್ಷೆ ನಡೆಸಲಾಗುತ್ತದೆ. ರಾಜ್ಯದಲ್ಲಿ 17,670 ವಿದ್ಯಾರ್ಥಿಗಳು ಪರೀಕ್ಷೆಗೆ ನೋಂದಣಿ ಮಾಡಿಕೊಂಡಿದ್ದಾರೆ. — [356, 821, 490, 951]
star-icon — [36, 85, 74, 123]
district-header — [28, 490, 198, 512]
gold-headline-2: ಚಿನ್ನ ಉತ್ಪಾದನೆ — [881, 391, 955, 409]
masthead — [0, 0, 990, 70]
apps-link[interactable]: www.apps.vijaykarnataka.com — [195, 18, 317, 27]
bidar-headline-2: ಮುಂದುವರಿದ ಐಟಿ ಪರಿಶೀಲನೆ — [254, 511, 401, 529]
kvl-body-2: ಆಸ್ಪತ್ರೆ ಆರಂಭಿಸಲಾಗಿದೆ. ಕೆಎಲ್‌ಇ ಸಂಸ್ಥೆ ಸುಮಾರು 300 ಶಿಕ್ಷಣ ಸಂಸ್ಥೆಗಳನ್ನು ಹೊಂದಿದೆ. ನಿತ್ಯ 22 ಕೋಟಿ ರೂ. ವೆಚ್ಚದಲ್ಲಿ ಅತ್ಯಾಧುನಿಕ ಸೌಲಭ್ಯಗಳನ್ನು ಒದಗಿಸಲಾಗುತ್ತಿದೆ ಎಂದು ಡಾ. ಪ್ರಭಾಕರ ಕೋರೆ ಹೇಳಿದರು. ನಿಡಸೋಸಿ ಮಠದ ಪೀಠಾಧಿಪತಿ ಪಂಚಮ ಶಿವಲಿಂಗೇಶ್ವರ ಸ್ವಾಮೀಜಿ ಸಾನ್ನಿಧ್ಯ ವಹಿಸಿದ್ದರು. ಗಣ್ಯರು ಉಪಸ್ಥಿತರಿದ್ದರು. — [380, 1001, 498, 1107]
panchanga-tithi: ತಿಥಿ: ಷಷ್ಠಿ. ಯೋಗ: ಅತಿಗಂಡ. — [33, 423, 113, 433]
clip-paper: ವಿಜಯ ಕರ್ನಾಟಕ — [736, 145, 852, 160]
